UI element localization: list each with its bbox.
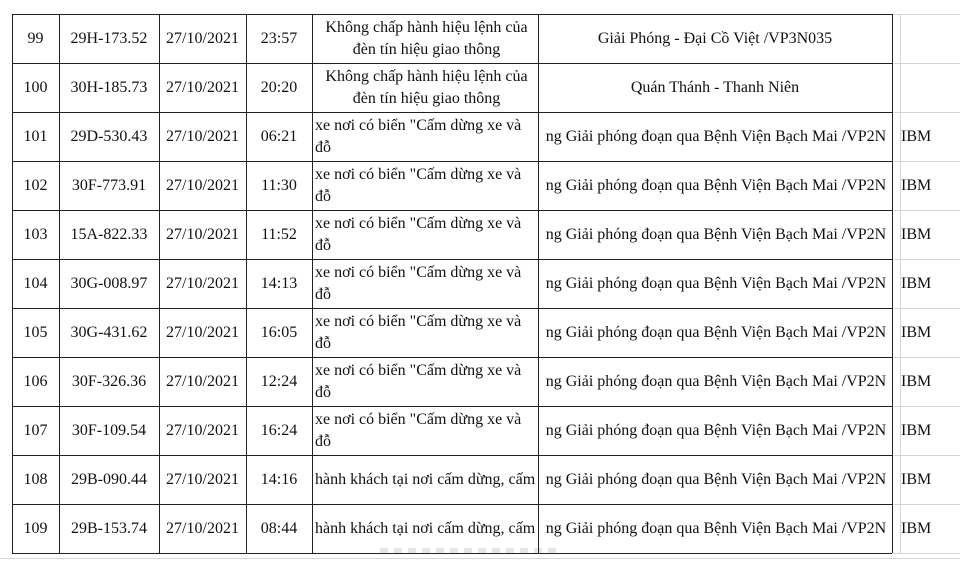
cell-time [246,406,312,455]
cell-date [159,455,246,504]
cell-plate [59,161,159,210]
sheet-gridline [893,455,960,456]
cell-violation [312,308,538,357]
cell-stt-text: 102 [23,176,48,194]
cell-plate-text: 30G-008.97 [70,274,148,292]
cell-violation-text: xe nơi có biển "Cấm dừng xe và đỗ [315,263,522,303]
cell-violation-text: xe nơi có biển "Cấm dừng xe và đỗ [315,214,522,254]
cell-violation-text: hành khách tại nơi cấm dừng, cấm [315,470,536,488]
cell-location-text: ng Giải phóng đoạn qua Bệnh Viện Bạch Mai /VP2N [545,274,887,292]
cell-stt [12,210,59,259]
cell-plate [59,406,159,455]
cell-time [246,14,312,63]
row-border [12,553,892,554]
row-border [12,259,892,260]
cell-violation-text: xe nơi có biển "Cấm dừng xe và đỗ [315,410,522,450]
cell-time-text: 12:24 [260,372,298,390]
cell-date-text: 27/10/2021 [166,470,239,488]
column-border [538,14,539,553]
cell-plate-text: 29B-153.74 [71,519,147,537]
cell-location-text: ng Giải phóng đoạn qua Bệnh Viện Bạch Mai /VP2N [545,176,887,194]
cell-time-text: 16:24 [260,421,298,439]
cell-date [159,308,246,357]
cell-unit-text: IBM [901,519,932,537]
row-border [12,161,892,162]
cell-plate [59,357,159,406]
cell-stt [12,161,59,210]
cell-time-text: 11:30 [261,176,297,194]
cell-location-text: ng Giải phóng đoạn qua Bệnh Viện Bạch Mai /VP2N [545,372,887,390]
cell-plate [59,504,159,553]
cell-time-text: 08:44 [260,519,298,537]
cell-date [159,210,246,259]
cell-location [538,210,892,259]
row-border [12,63,892,64]
cell-date-text: 27/10/2021 [166,127,239,145]
cell-time-text: 06:21 [260,127,298,145]
cell-unit [895,504,960,553]
table-row [0,210,960,259]
column-border [892,14,893,553]
cell-unit-text: IBM [901,470,932,488]
cell-date [159,259,246,308]
cell-unit-text: IBM [901,127,932,145]
column-border [12,14,13,553]
cell-violation-text: xe nơi có biển "Cấm dừng xe và đỗ [315,165,522,205]
table-row [0,455,960,504]
cell-plate [59,210,159,259]
cell-violation [312,504,538,553]
column-border [59,14,60,553]
cell-location [538,504,892,553]
cell-unit [895,259,960,308]
cell-time-text: 20:20 [260,78,298,96]
cell-date-text: 27/10/2021 [166,78,239,96]
cell-stt [12,455,59,504]
cell-violation [312,259,538,308]
table-row [0,406,960,455]
cell-plate-text: 30H-185.73 [70,78,148,96]
cell-unit-text: IBM [901,225,932,243]
cell-time-text: 23:57 [260,29,298,47]
cell-time [246,210,312,259]
cell-date [159,406,246,455]
sheet-gridline [893,406,960,407]
cell-location [538,259,892,308]
cell-plate [59,14,159,63]
row-border [12,308,892,309]
cell-time [246,112,312,161]
cell-plate [59,308,159,357]
cell-plate-text: 30F-773.91 [71,176,147,194]
cell-stt-text: 108 [23,470,48,488]
cell-violation-text: hành khách tại nơi cấm dừng, cấm [315,519,536,537]
cell-stt [12,504,59,553]
cell-unit-text: IBM [901,372,932,390]
cell-location [538,14,892,63]
row-border [12,112,892,113]
cell-plate-text: 29H-173.52 [70,29,148,47]
cell-date [159,161,246,210]
cell-plate [59,63,159,112]
cell-stt-text: 104 [23,274,48,292]
cell-stt-text: 101 [23,127,48,145]
cell-unit-text: IBM [901,176,932,194]
cell-stt [12,259,59,308]
cell-time [246,161,312,210]
cell-location-text: ng Giải phóng đoạn qua Bệnh Viện Bạch Mai /VP2N [545,127,887,145]
table-row [0,259,960,308]
cell-time [246,357,312,406]
sheet-gridline [893,112,960,113]
cell-plate-text: 29B-090.44 [71,470,147,488]
cell-location-text: Giải Phóng - Đại Cồ Việt /VP3N035 [597,29,833,47]
cell-stt [12,406,59,455]
cell-plate-text: 30G-431.62 [70,323,148,341]
cell-unit [895,357,960,406]
row-border [12,210,892,211]
cell-time-text: 14:16 [260,470,298,488]
cell-location-text: ng Giải phóng đoạn qua Bệnh Viện Bạch Mai /VP2N [545,519,887,537]
table-row [0,14,960,63]
cell-location [538,357,892,406]
cell-date-text: 27/10/2021 [166,323,239,341]
cell-violation-text: xe nơi có biển "Cấm dừng xe và đỗ [315,312,522,352]
cell-unit [895,455,960,504]
cell-plate-text: 15A-822.33 [70,225,148,243]
cell-stt-text: 106 [23,372,48,390]
table-row [0,63,960,112]
row-border [12,14,892,15]
cell-violation [312,112,538,161]
table-row [0,161,960,210]
cell-location-text: Quán Thánh - Thanh Niên [630,78,800,96]
cell-unit [895,63,960,112]
sheet-gridline [893,259,960,260]
sheet-gridline [893,553,960,554]
cell-plate [59,112,159,161]
cell-violation-text: xe nơi có biển "Cấm dừng xe và đỗ [315,361,522,401]
cell-plate [59,455,159,504]
cell-violation-text: Không chấp hành hiệu lệnh của đèn tín hiệu giao thông [325,67,528,107]
sheet-gridline [893,14,960,15]
cell-stt [12,308,59,357]
cell-date [159,14,246,63]
cell-violation-text: Không chấp hành hiệu lệnh của đèn tín hiệu giao thông [325,18,528,58]
cell-time [246,504,312,553]
cell-unit-text: IBM [901,421,932,439]
sheet-gridline [893,357,960,358]
cell-unit-text: IBM [901,323,932,341]
cell-stt-text: 109 [23,519,48,537]
cell-date-text: 27/10/2021 [166,519,239,537]
table-row [0,357,960,406]
cell-stt-text: 100 [23,78,48,96]
cell-stt-text: 103 [23,225,48,243]
cell-date [159,504,246,553]
cell-location-text: ng Giải phóng đoạn qua Bệnh Viện Bạch Mai /VP2N [545,421,887,439]
sheet-gridline [893,504,960,505]
column-border [312,14,313,553]
cell-violation [312,406,538,455]
row-border [12,504,892,505]
cell-violation [312,14,538,63]
cell-violation [312,161,538,210]
cell-date [159,63,246,112]
cell-violation [312,63,538,112]
cell-date-text: 27/10/2021 [166,274,239,292]
cell-stt-text: 99 [27,29,44,47]
table-row [0,112,960,161]
cell-time-text: 11:52 [261,225,297,243]
cell-location-text: ng Giải phóng đoạn qua Bệnh Viện Bạch Mai /VP2N [545,225,887,243]
sheet-gridline [893,161,960,162]
cell-stt [12,112,59,161]
cell-unit [895,406,960,455]
cell-date-text: 27/10/2021 [166,176,239,194]
table-row [0,308,960,357]
cell-date-text: 27/10/2021 [166,372,239,390]
cell-time-text: 14:13 [260,274,298,292]
row-border [12,455,892,456]
sheet-gridline [0,558,960,559]
cell-stt [12,63,59,112]
cell-location-text: ng Giải phóng đoạn qua Bệnh Viện Bạch Mai /VP2N [545,323,887,341]
cell-plate-text: 30F-109.54 [71,421,147,439]
cell-stt [12,14,59,63]
cell-date [159,112,246,161]
cell-unit-text: IBM [901,274,932,292]
cell-location [538,308,892,357]
sheet-gridline [893,308,960,309]
cell-location [538,112,892,161]
cell-stt [12,357,59,406]
cell-date [159,357,246,406]
cell-location [538,161,892,210]
sheet-gridline [893,63,960,64]
cell-plate [59,259,159,308]
cell-date-text: 27/10/2021 [166,29,239,47]
cell-date-text: 27/10/2021 [166,225,239,243]
cell-violation-text: xe nơi có biển "Cấm dừng xe và đỗ [315,116,522,156]
cell-unit [895,308,960,357]
sheet-gridline [900,14,901,554]
table-row [0,504,960,553]
sheet-gridline [893,210,960,211]
column-border [159,14,160,553]
cell-location [538,63,892,112]
row-border [12,406,892,407]
cell-location-text: ng Giải phóng đoạn qua Bệnh Viện Bạch Mai /VP2N [545,470,887,488]
cell-unit [895,210,960,259]
cell-plate-text: 30F-326.36 [71,372,147,390]
cell-unit [895,14,960,63]
cell-stt-text: 107 [23,421,48,439]
cell-time [246,63,312,112]
cell-violation [312,210,538,259]
cell-location [538,455,892,504]
cell-unit [895,161,960,210]
cell-plate-text: 29D-530.43 [70,127,148,145]
row-border [12,357,892,358]
cell-date-text: 27/10/2021 [166,421,239,439]
cell-time [246,455,312,504]
column-border [246,14,247,553]
cell-time [246,259,312,308]
cell-location [538,406,892,455]
cell-time [246,308,312,357]
cell-violation [312,455,538,504]
cell-unit [895,112,960,161]
cell-time-text: 16:05 [260,323,298,341]
cell-violation [312,357,538,406]
cell-stt-text: 105 [23,323,48,341]
